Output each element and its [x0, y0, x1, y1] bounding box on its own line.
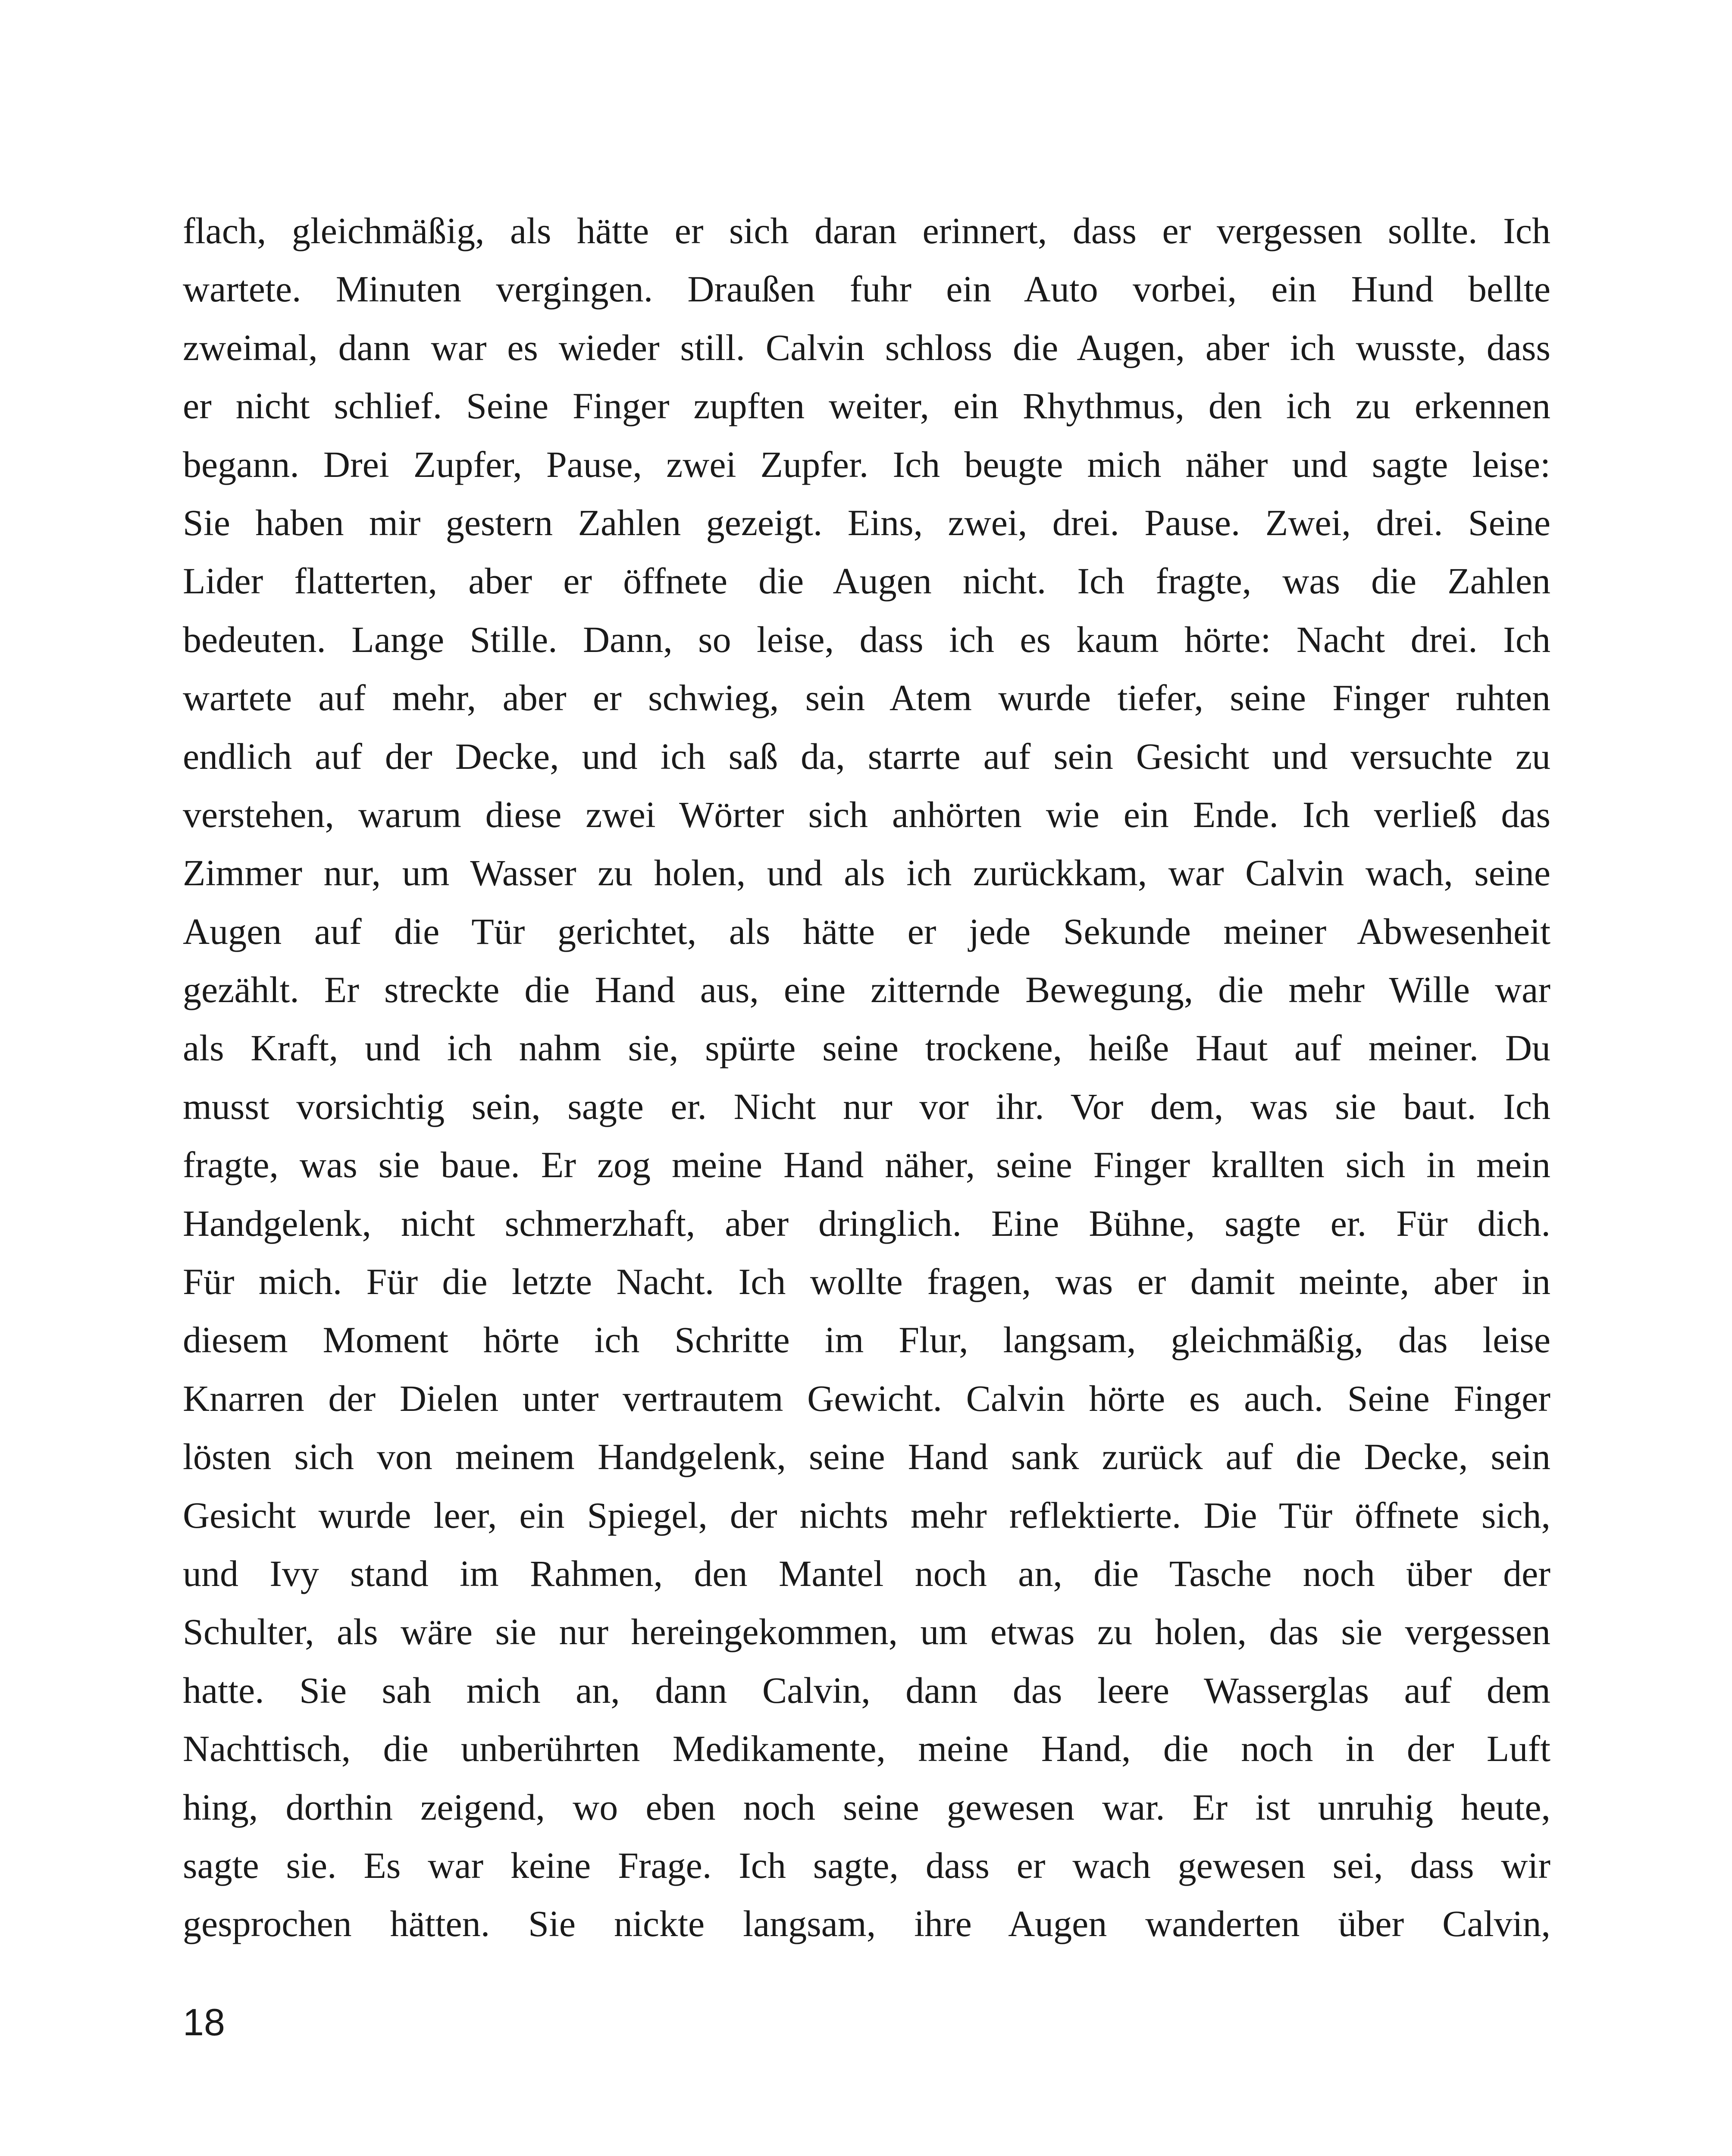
text-line: musst vorsichtig sein, sagte er. Nicht nur vor ihr. Vor dem, was sie baut. Ich [183, 1085, 1550, 1127]
text-line: endlich auf der Decke, und ich saß da, starrte auf sein Gesicht und versuchte zu [183, 735, 1550, 777]
text-line: zweimal, dann war es wieder still. Calvin schloss die Augen, aber ich wusste, dass [183, 326, 1550, 368]
text-line: Gesicht wurde leer, ein Spiegel, der nichts mehr reflektierte. Die Tür öffnete sich, [183, 1494, 1550, 1536]
text-line: bedeuten. Lange Stille. Dann, so leise, dass ich es kaum hörte: Nacht drei. Ich [183, 618, 1550, 660]
text-line: Handgelenk, nicht schmerzhaft, aber dringlich. Eine Bühne, sagte er. Für dich. [183, 1202, 1550, 1244]
text-line: sagte sie. Es war keine Frage. Ich sagte, dass er wach gewesen sei, dass wir [183, 1844, 1550, 1886]
text-line: gesprochen hätten. Sie nickte langsam, ihre Augen wanderten über Calvin, [183, 1903, 1550, 1945]
text-line: Lider flatterten, aber er öffnete die Augen nicht. Ich fragte, was die Zahlen [183, 560, 1550, 602]
text-line: diesem Moment hörte ich Schritte im Flur, langsam, gleichmäßig, das leise [183, 1319, 1550, 1361]
text-line: gezählt. Er streckte die Hand aus, eine zitternde Bewegung, die mehr Wille war [183, 969, 1550, 1011]
text-line: Augen auf die Tür gerichtet, als hätte er jede Sekunde meiner Abwesenheit [183, 910, 1550, 952]
text-line: und Ivy stand im Rahmen, den Mantel noch an, die Tasche noch über der [183, 1552, 1550, 1594]
text-line: Sie haben mir gestern Zahlen gezeigt. Eins, zwei, drei. Pause. Zwei, drei. Seine [183, 501, 1550, 543]
text-line: Für mich. Für die letzte Nacht. Ich wollte fragen, was er damit meinte, aber in [183, 1261, 1550, 1303]
text-line: flach, gleichmäßig, als hätte er sich daran erinnert, dass er vergessen sollte. Ich [183, 210, 1550, 251]
text-line: Zimmer nur, um Wasser zu holen, und als ich zurückkam, war Calvin wach, seine [183, 852, 1550, 894]
text-line: hatte. Sie sah mich an, dann Calvin, dann das leere Wasserglas auf dem [183, 1669, 1550, 1711]
text-line: Schulter, als wäre sie nur hereingekommen, um etwas zu holen, das sie vergessen [183, 1611, 1550, 1653]
text-line: als Kraft, und ich nahm sie, spürte seine trockene, heiße Haut auf meiner. Du [183, 1027, 1550, 1069]
text-line: fragte, was sie baue. Er zog meine Hand näher, seine Finger krallten sich in mein [183, 1144, 1550, 1186]
text-line: lösten sich von meinem Handgelenk, seine Hand sank zurück auf die Decke, sein [183, 1436, 1550, 1478]
text-line: hing, dorthin zeigend, wo eben noch seine gewesen war. Er ist unruhig heute, [183, 1786, 1550, 1828]
text-line: Knarren der Dielen unter vertrautem Gewicht. Calvin hörte es auch. Seine Finger [183, 1377, 1550, 1419]
text-line: Nachttisch, die unberührten Medikamente, meine Hand, die noch in der Luft [183, 1728, 1550, 1770]
text-line: verstehen, warum diese zwei Wörter sich anhörten wie ein Ende. Ich verließ das [183, 793, 1550, 835]
text-line: er nicht schlief. Seine Finger zupften weiter, ein Rhythmus, den ich zu erkennen [183, 385, 1550, 427]
page-number: 18 [183, 2001, 225, 2043]
text-line: wartete. Minuten vergingen. Draußen fuhr ein Auto vorbei, ein Hund bellte [183, 268, 1550, 310]
text-line: begann. Drei Zupfer, Pause, zwei Zupfer. Ich beugte mich näher und sagte leise: [183, 443, 1550, 485]
text-line: wartete auf mehr, aber er schwieg, sein Atem wurde tiefer, seine Finger ruhten [183, 677, 1550, 719]
body-text [183, 202, 1550, 1953]
